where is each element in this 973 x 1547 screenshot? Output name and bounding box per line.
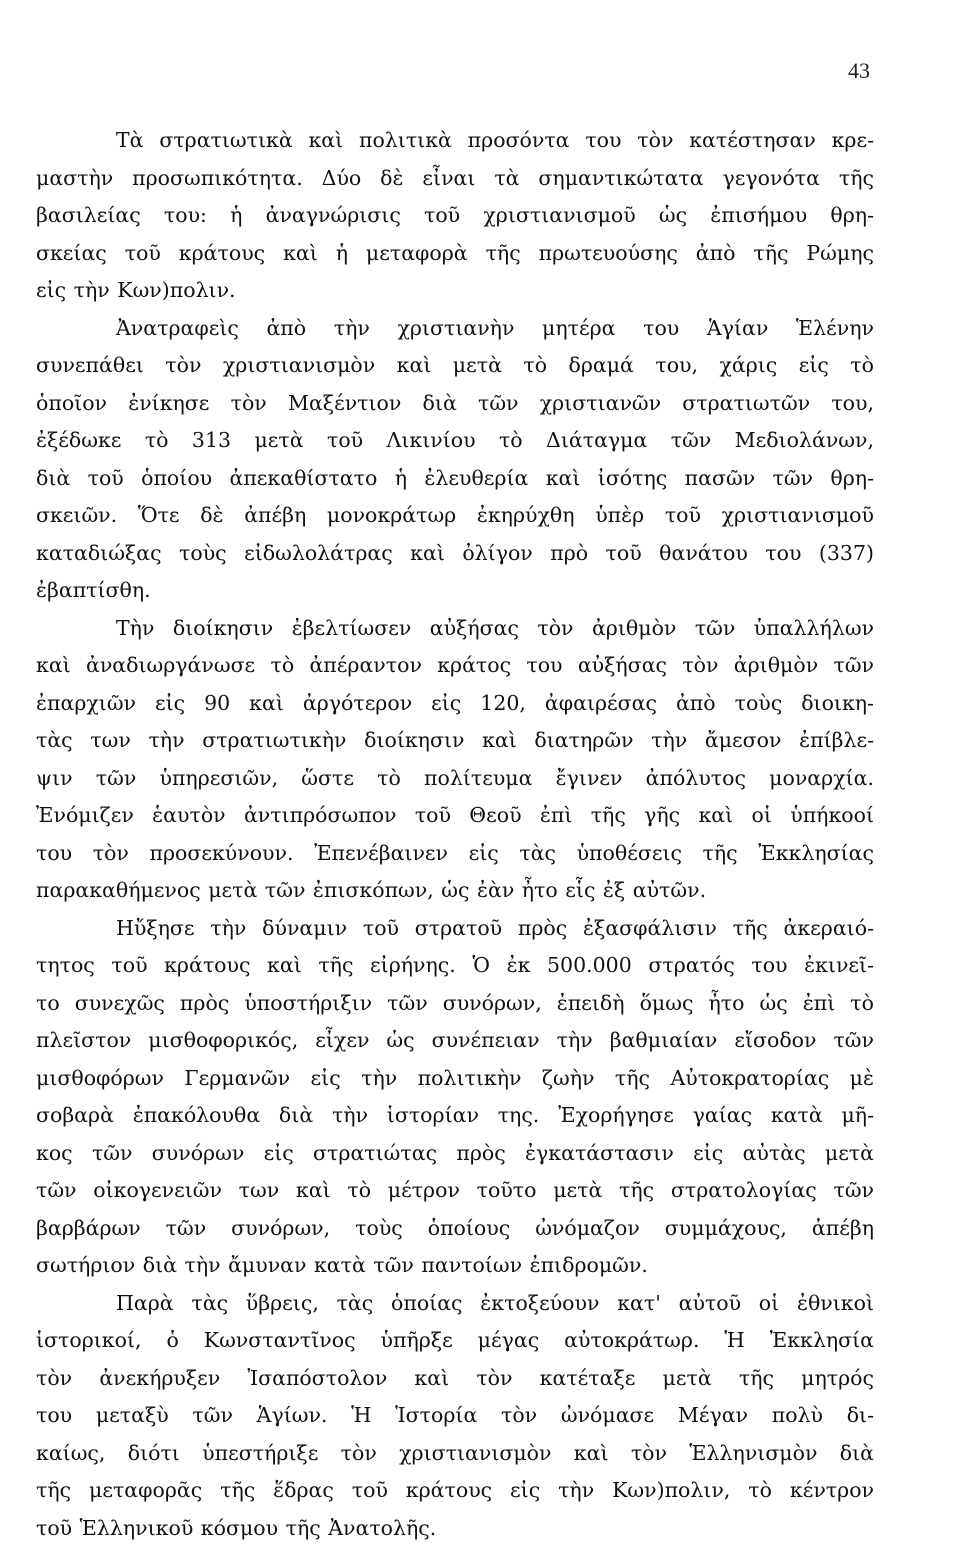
text-line: βασιλείας του: ἡ ἀναγνώρισις τοῦ χριστιανισμοῦ ὡς ἐπισήμου θρη-: [36, 197, 874, 235]
page-number: 43: [848, 58, 870, 84]
text-line: παρακαθήμενος μετὰ τῶν ἐπισκόπων, ὡς ἐὰν ἦτο εἷς ἐξ αὐτῶν.: [36, 872, 874, 910]
text-line: Ἀνατραφεὶς ἀπὸ τὴν χριστιανὴν μητέρα του Ἁγίαν Ἑλένην: [36, 310, 874, 348]
text-line: καὶ ἀναδιωργάνωσε τὸ ἀπέραντον κράτος του αὐξήσας τὸν ἀριθμὸν τῶν: [36, 647, 874, 685]
text-line: ἐξέδωκε τὸ 313 μετὰ τοῦ Λικινίου τὸ Διάταγμα τῶν Μεδιολάνων,: [36, 422, 874, 460]
text-line: Τὰ στρατιωτικὰ καὶ πολιτικὰ προσόντα του τὸν κατέστησαν κρε-: [36, 122, 874, 160]
text-line: ἐβαπτίσθη.: [36, 572, 874, 610]
text-line: τὰς των τὴν στρατιωτικὴν διοίκησιν καὶ διατηρῶν τὴν ἄμεσον ἐπίβλε-: [36, 722, 874, 760]
text-line: εἰς τὴν Κων)πολιν.: [36, 272, 874, 310]
text-line: Ἐνόμιζεν ἑαυτὸν ἀντιπρόσωπον τοῦ Θεοῦ ἐπὶ τῆς γῆς καὶ οἱ ὑπήκοοί: [36, 797, 874, 835]
body-text: [36, 122, 874, 1547]
text-line: σοβαρὰ ἐπακόλουθα διὰ τὴν ἱστορίαν της. Ἐχορήγησε γαίας κατὰ μῆ-: [36, 1097, 874, 1135]
text-line: μαστὴν προσωπικότητα. Δύο δὲ εἶναι τὰ σημαντικώτατα γεγονότα τῆς: [36, 160, 874, 198]
text-line: τῶν οἰκογενειῶν των καὶ τὸ μέτρον τοῦτο μετὰ τῆς στρατολογίας τῶν: [36, 1172, 874, 1210]
text-line: του μεταξὺ τῶν Ἁγίων. Ἡ Ἱστορία τὸν ὠνόμασε Μέγαν πολὺ δι-: [36, 1397, 874, 1435]
text-line: ἱστορικοί, ὁ Κωνσταντῖνος ὑπῆρξε μέγας αὐτοκράτωρ. Ἡ Ἐκκλησία: [36, 1322, 874, 1360]
text-line: κος τῶν συνόρων εἰς στρατιώτας πρὸς ἐγκατάστασιν εἰς αὐτὰς μετὰ: [36, 1135, 874, 1173]
text-line: ψιν τῶν ὑπηρεσιῶν, ὥστε τὸ πολίτευμα ἔγινεν ἀπόλυτος μοναρχία.: [36, 760, 874, 798]
text-line: καίως, διότι ὑπεστήριξε τὸν χριστιανισμὸν καὶ τὸν Ἑλληνισμὸν διὰ: [36, 1435, 874, 1473]
text-line: τητος τοῦ κράτους καὶ τῆς εἰρήνης. Ὁ ἐκ 500.000 στρατός του ἐκινεῖ-: [36, 947, 874, 985]
text-line: πλεῖστον μισθοφορικός, εἶχεν ὡς συνέπειαν τὴν βαθμιαίαν εἴσοδον τῶν: [36, 1022, 874, 1060]
text-line: μισθοφόρων Γερμανῶν εἰς τὴν πολιτικὴν ζωὴν τῆς Αὐτοκρατορίας μὲ: [36, 1060, 874, 1098]
text-line: σκειῶν. Ὅτε δὲ ἀπέβη μονοκράτωρ ἐκηρύχθη ὑπὲρ τοῦ χριστιανισμοῦ: [36, 497, 874, 535]
text-line: ὁποῖον ἐνίκησε τὸν Μαξέντιον διὰ τῶν χριστιανῶν στρατιωτῶν του,: [36, 385, 874, 423]
text-line: ἐπαρχιῶν εἰς 90 καὶ ἀργότερον εἰς 120, ἀφαιρέσας ἀπὸ τοὺς διοικη-: [36, 685, 874, 723]
text-line: Ηὔξησε τὴν δύναμιν τοῦ στρατοῦ πρὸς ἐξασφάλισιν τῆς ἀκεραιό-: [36, 910, 874, 948]
text-line: Παρὰ τὰς ὕβρεις, τὰς ὁποίας ἐκτοξεύουν κατ' αὐτοῦ οἱ ἐθνικοὶ: [36, 1285, 874, 1323]
text-line: τῆς μεταφορᾶς τῆς ἕδρας τοῦ κράτους εἰς τὴν Κων)πολιν, τὸ κέντρον: [36, 1472, 874, 1510]
text-line: διὰ τοῦ ὁποίου ἀπεκαθίστατο ἡ ἐλευθερία καὶ ἰσότης πασῶν τῶν θρη-: [36, 460, 874, 498]
text-line: τοῦ Ἑλληνικοῦ κόσμου τῆς Ἀνατολῆς.: [36, 1510, 874, 1547]
text-line: σωτήριον διὰ τὴν ἄμυναν κατὰ τῶν παντοίων ἐπιδρομῶν.: [36, 1247, 874, 1285]
text-line: σκείας τοῦ κράτους καὶ ἡ μεταφορὰ τῆς πρωτευούσης ἀπὸ τῆς Ρώμης: [36, 235, 874, 273]
text-line: συνεπάθει τὸν χριστιανισμὸν καὶ μετὰ τὸ δραμά του, χάρις εἰς τὸ: [36, 347, 874, 385]
text-line: το συνεχῶς πρὸς ὑποστήριξιν τῶν συνόρων, ἐπειδὴ ὅμως ἦτο ὡς ἐπὶ τὸ: [36, 985, 874, 1023]
text-line: βαρβάρων τῶν συνόρων, τοὺς ὁποίους ὠνόμαζον συμμάχους, ἀπέβη: [36, 1210, 874, 1248]
text-line: του τὸν προσεκύνουν. Ἐπενέβαινεν εἰς τὰς ὑποθέσεις τῆς Ἐκκλησίας: [36, 835, 874, 873]
text-line: Τὴν διοίκησιν ἐβελτίωσεν αὐξήσας τὸν ἀριθμὸν τῶν ὑπαλλήλων: [36, 610, 874, 648]
text-line: τὸν ἀνεκήρυξεν Ἰσαπόστολον καὶ τὸν κατέταξε μετὰ τῆς μητρός: [36, 1360, 874, 1398]
text-line: καταδιώξας τοὺς εἰδωλολάτρας καὶ ὀλίγον πρὸ τοῦ θανάτου του (337): [36, 535, 874, 573]
